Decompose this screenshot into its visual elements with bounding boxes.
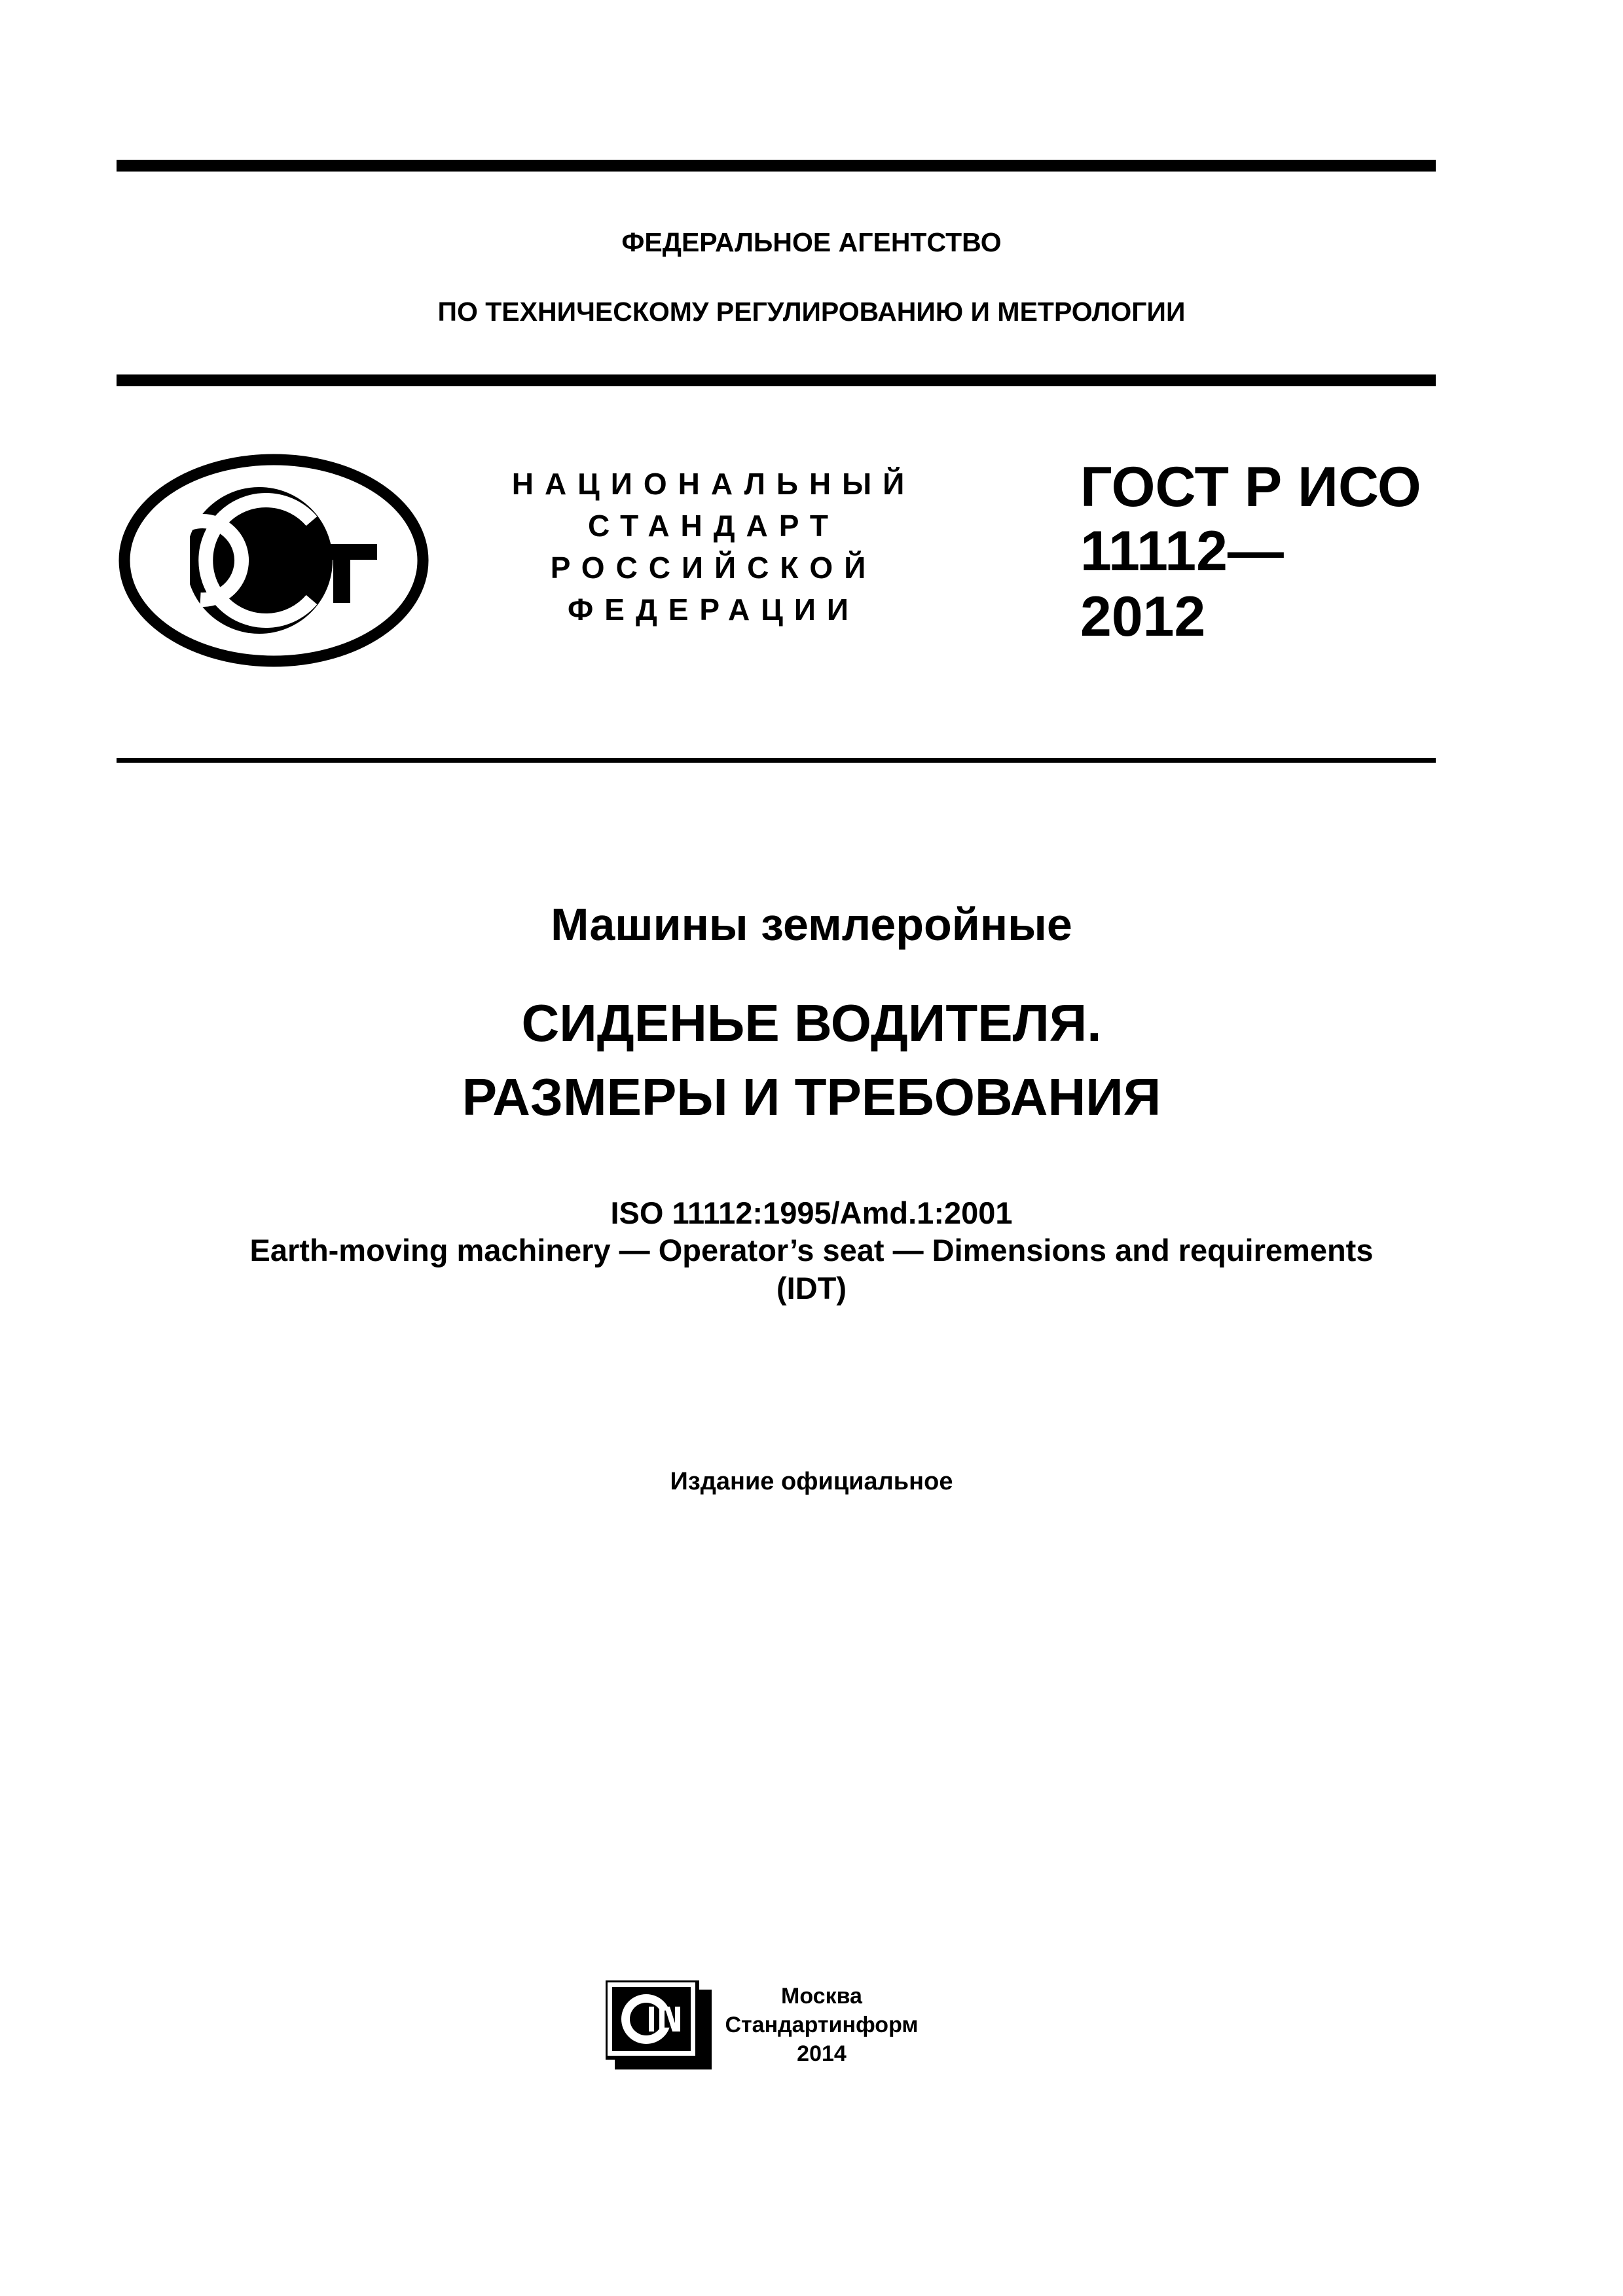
top-rule bbox=[117, 160, 1436, 172]
standard-type-line-2: СТАНДАРТ bbox=[588, 509, 839, 543]
document-title-line-1: СИДЕНЬЕ ВОДИТЕЛЯ. bbox=[521, 994, 1102, 1052]
gost-designation-line-1: ГОСТ Р ИСО bbox=[1080, 456, 1421, 519]
publisher-year: 2014 bbox=[797, 2041, 847, 2066]
document-title-line-2: РАЗМЕРЫ И ТРЕБОВАНИЯ bbox=[462, 1068, 1161, 1126]
standard-type-line-4: ФЕДЕРАЦИИ bbox=[568, 592, 860, 627]
agency-name-line-2: ПО ТЕХНИЧЕСКОМУ РЕГУЛИРОВАНИЮ И МЕТРОЛОГИИ bbox=[437, 297, 1186, 327]
agency-name-line-1: ФЕДЕРАЛЬНОЕ АГЕНТСТВО bbox=[621, 227, 1002, 257]
document-subject: Машины землеройные bbox=[551, 899, 1072, 950]
gost-r-certification-mark-icon bbox=[115, 449, 432, 672]
edition-label: Издание официальное bbox=[670, 1468, 953, 1495]
standard-type-line-3: РОССИЙСКОЙ bbox=[550, 551, 877, 585]
iso-code: ISO 11112:1995/Amd.1:2001 bbox=[610, 1195, 1013, 1230]
standard-type-line-1: НАЦИОНАЛЬНЫЙ bbox=[511, 467, 916, 501]
iso-english-title: Earth-moving machinery — Operator’s seat — Dimensions and requirements bbox=[249, 1233, 1374, 1267]
gost-designation-line-3: 2012 bbox=[1080, 585, 1206, 648]
header-bottom-rule bbox=[117, 374, 1436, 386]
publisher-city: Москва bbox=[781, 1984, 862, 2009]
gost-designation-line-2: 11112— bbox=[1080, 520, 1284, 583]
standard-block-bottom-rule bbox=[117, 758, 1436, 763]
iso-equivalence: (IDT) bbox=[776, 1271, 847, 1305]
publisher-name: Стандартинформ bbox=[725, 2013, 919, 2037]
standartinform-logo-icon bbox=[606, 1980, 712, 2069]
